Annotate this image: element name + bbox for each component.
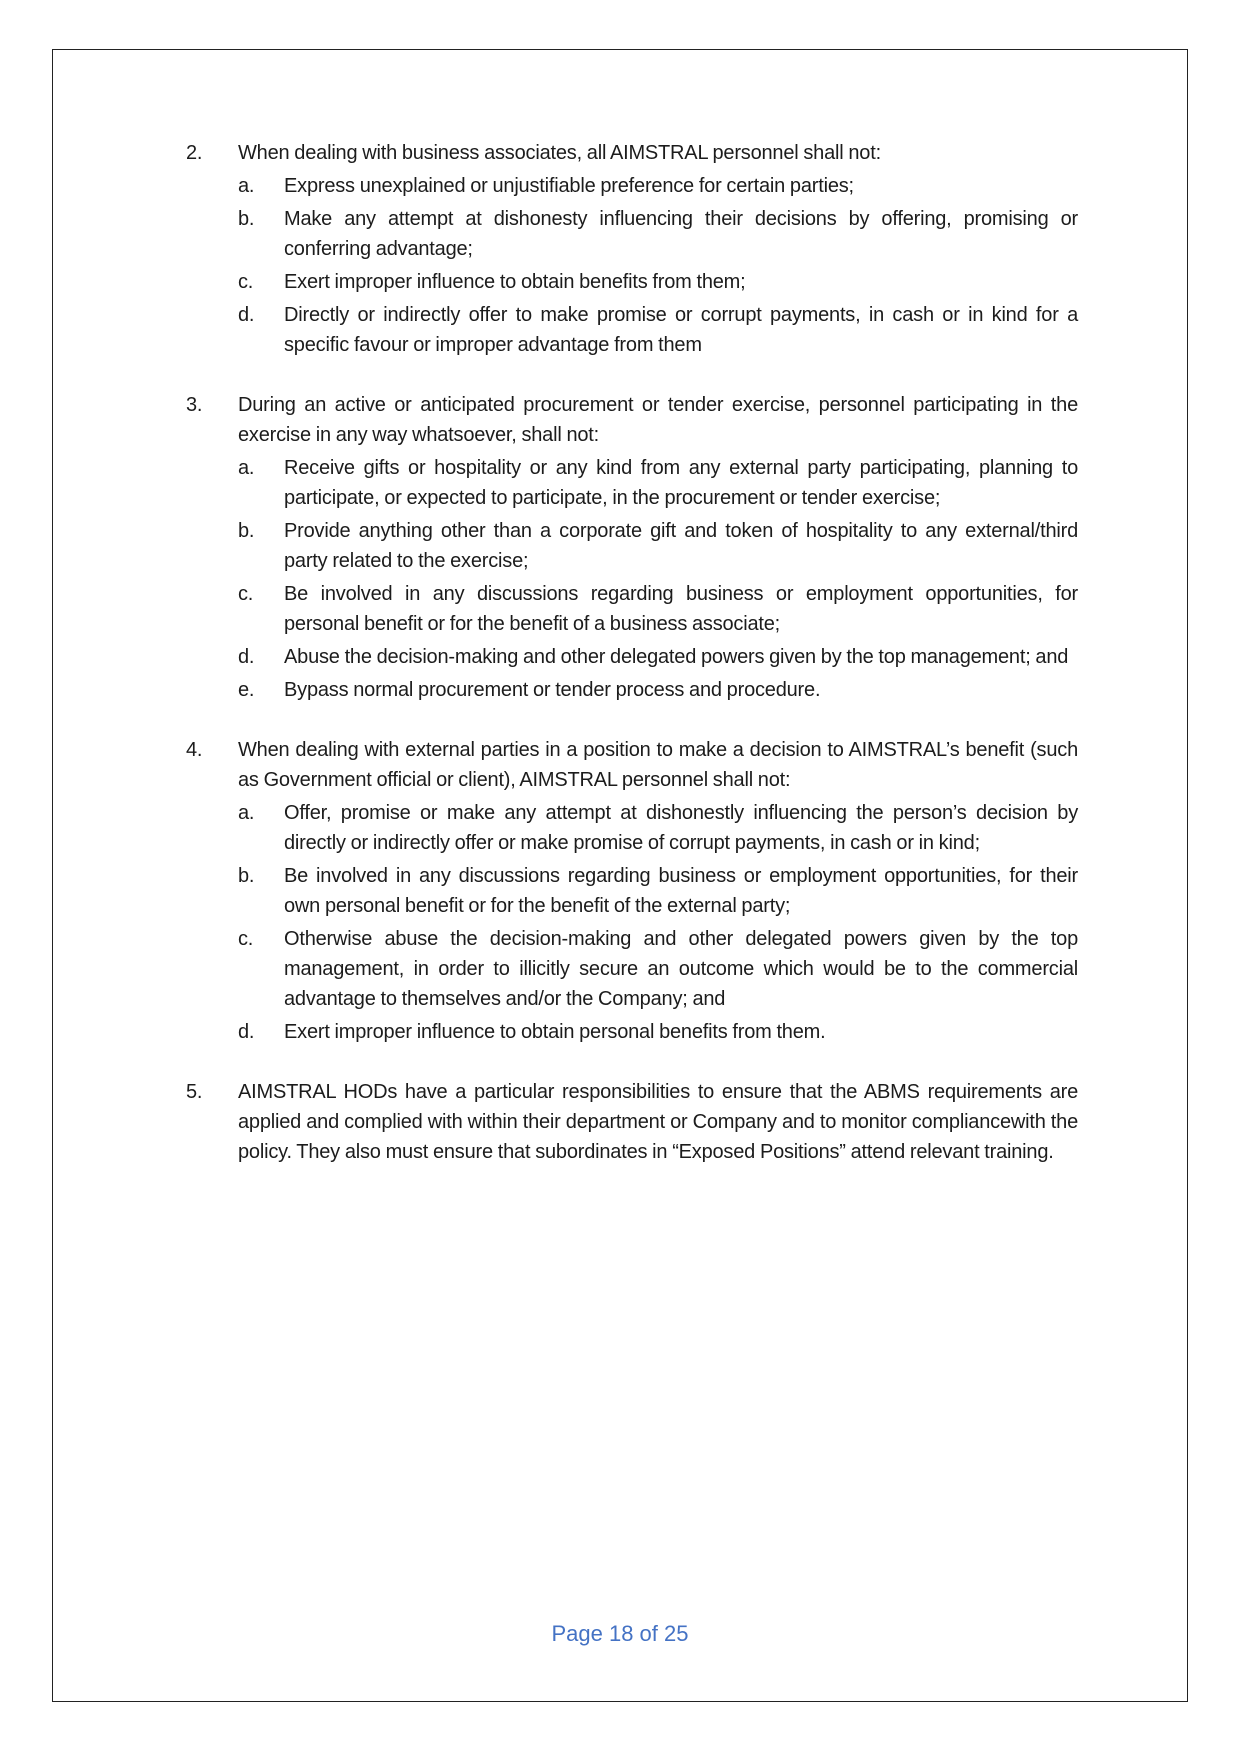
item-number: 4. <box>186 739 203 761</box>
sub-item-text: Bypass normal procurement or tender process and procedure. <box>284 679 821 701</box>
item-number: 3. <box>186 394 203 416</box>
sub-item-letter: c. <box>238 271 254 293</box>
item-number: 2. <box>186 142 203 164</box>
sub-item-letter: a. <box>238 802 255 824</box>
sub-item-text: Offer, promise or make any attempt at dishonestly influencing the person’s decision by directly or indirectly offer or make promise of corrupt payments, in cash or in kind; <box>284 802 1078 854</box>
sub-item-letter: b. <box>238 520 255 542</box>
sub-item-text: Be involved in any discussions regarding business or employment opportunities, for their own personal benefit or for the benefit of the external party; <box>284 865 1078 917</box>
sub-item <box>238 924 1078 1014</box>
sub-item <box>238 300 1078 360</box>
list-item <box>186 1077 1078 1167</box>
sub-item-letter: c. <box>238 928 254 950</box>
sub-item-text: Otherwise abuse the decision-making and other delegated powers given by the top management, in order to illicitly secure an outcome which would be to the commercial advantage to themselves and/or the Company; and <box>284 928 1078 1010</box>
sub-item-text: Express unexplained or unjustifiable preference for certain parties; <box>284 175 854 197</box>
sub-item-text: Provide anything other than a corporate gift and token of hospitality to any external/third party related to the exercise; <box>284 520 1078 572</box>
sub-item-text: Directly or indirectly offer to make promise or corrupt payments, in cash or in kind for a specific favour or improper advantage from them <box>284 304 1078 356</box>
sub-item <box>238 171 1078 201</box>
item-text: When dealing with business associates, all AIMSTRAL personnel shall not: <box>238 142 881 164</box>
sub-item-text: Abuse the decision-making and other delegated powers given by the top management; and <box>284 646 1069 668</box>
sub-item-letter: b. <box>238 208 255 230</box>
sub-item-letter: d. <box>238 646 255 668</box>
sub-item <box>238 579 1078 639</box>
sub-item <box>238 453 1078 513</box>
sub-item-text: Exert improper influence to obtain personal benefits from them. <box>284 1021 826 1043</box>
item-body <box>238 1077 1078 1167</box>
item-body <box>238 138 1078 360</box>
item-text: When dealing with external parties in a position to make a decision to AIMSTRAL’s benefit (such as Government official or client), AIMSTRAL personnel shall not: <box>238 739 1078 791</box>
sub-item-text: Be involved in any discussions regarding business or employment opportunities, for personal benefit or for the benefit of a business associate; <box>284 583 1078 635</box>
sub-item-letter: a. <box>238 175 255 197</box>
list-item <box>186 735 1078 1047</box>
sub-item <box>238 642 1078 672</box>
item-text: AIMSTRAL HODs have a particular responsibilities to ensure that the ABMS requirements are applied and complied with within their department or Company and to monitor compliancewith the policy. They also must ensure that subordinates in “Exposed Positions” attend relevant training. <box>238 1081 1078 1163</box>
policy-list <box>186 138 1078 1167</box>
list-item <box>186 138 1078 360</box>
sub-item <box>238 204 1078 264</box>
sub-item <box>238 861 1078 921</box>
page-border <box>52 49 1188 1702</box>
item-text: During an active or anticipated procurement or tender exercise, personnel participating in the exercise in any way whatsoever, shall not: <box>238 394 1078 446</box>
sub-item-text: Exert improper influence to obtain benefits from them; <box>284 271 746 293</box>
item-body <box>238 735 1078 1047</box>
item-number: 5. <box>186 1081 203 1103</box>
sub-item <box>238 516 1078 576</box>
list-item <box>186 390 1078 705</box>
sub-item <box>238 1017 1078 1047</box>
sub-item-letter: b. <box>238 865 255 887</box>
sub-item-letter: d. <box>238 1021 255 1043</box>
sub-item <box>238 675 1078 705</box>
page-number: Page 18 of 25 <box>551 1621 689 1646</box>
sub-item-letter: d. <box>238 304 255 326</box>
sub-item-letter: a. <box>238 457 255 479</box>
item-body <box>238 390 1078 705</box>
sub-item <box>238 798 1078 858</box>
sub-item <box>238 267 1078 297</box>
sub-item-text: Receive gifts or hospitality or any kind from any external party participating, planning to participate, or expected to participate, in the procurement or tender exercise; <box>284 457 1078 509</box>
sub-item-letter: e. <box>238 679 255 701</box>
sub-item-letter: c. <box>238 583 254 605</box>
sub-item-text: Make any attempt at dishonesty influencing their decisions by offering, promising or conferring advantage; <box>284 208 1078 260</box>
